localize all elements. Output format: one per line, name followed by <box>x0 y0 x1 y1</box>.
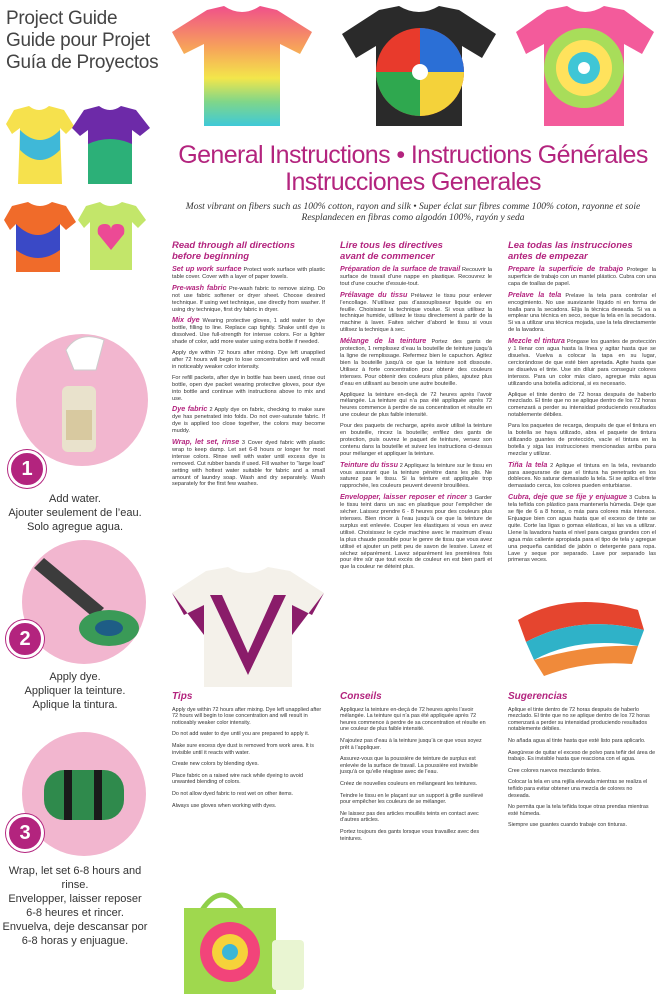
step-1-caption <box>0 492 150 534</box>
tip-fr-item: N’ajoutez pas d’eau à la teinture jusqu’à ce que vous soyez prêt à l’appliquer. <box>340 737 482 751</box>
tote-bag-image <box>172 880 312 998</box>
tip-es-item: Aplique el tinte dentro de 72 horas después de haberlo mezclado. El tinte que no se aplique dentro de los 72 horas comenzará a perder su intensidad produciendo resultados notablemente débiles. <box>508 706 650 733</box>
step-2-fr: Appliquer la teinture. <box>24 685 126 697</box>
step-3-en: Wrap, let set 6-8 hours and rinse. <box>8 865 142 891</box>
fr-step-wrap: Envelopper, laisser reposer et rincer 3 Garder le tissu teint dans un sac en plastique pour l’empêcher de sécher. Laissez prendre 6 - 8 heures pour des couleurs plus intenses. Bien rincer à l’eau jusqu’à ce que la teinture de surplus est enlevée. Couper les élastiques si vous en avez utilisé. Choisissez le cycle machine avec le maximum d’eau la plus chaude possible pour le genre de tissu que vous avez utilisé et ajouter un petit peu de savon de lessive. Lavez et séchez séparément. Lavez séparément les premières fois pour être sûr que tout excès de couleur en est bien parti et que la couleur ne déteint plus. <box>340 492 492 571</box>
es-step-setup: Prepare la superficie de trabajo Proteger la superficie de trabajo con un mantel plástico. Cubra con una capa de toallas de papel. <box>508 264 656 287</box>
fr-step-mix-note: Appliquez la teinture en-deçà de 72 heures après l’avoir mélangée. La teinture qui n’a pas été appliquée après 72 heures commence à perdre de sa concentration et résulte en une couleur de plus faible intensité. <box>340 391 492 419</box>
gradient-shirt-image <box>162 2 322 130</box>
en-step-setup: Set up work surface Protect work surface with plastic table cover. Cover with a layer of paper towels. <box>172 264 325 280</box>
fr-step-prewash: Prélavage du tissu Prélavez le tissu pour enlever l’encollage. N’utilisez pas d’assouplisseur liquide ou en feuille. Choisissez la technique voulue. Si vous utilisez la technique humide, utilisez le tissu directement à partir de la machine à laver. Faites sécher d’abord le tissu si vous utilisez la technique à sec. <box>340 289 492 334</box>
tips-es <box>508 691 656 834</box>
step-2-es: Aplique la tintura. <box>32 699 118 711</box>
project-guide-title <box>6 8 166 74</box>
es-heading: Lea todas las instrucciones antes de empezar <box>508 240 633 262</box>
es-step-mix-note: Aplique el tinte dentro de 72 horas después de haberlo mezclado. El tinte que no se aplique dentro de los 72 horas comenzará a perder su intensidad produciendo resultados notablemente débiles. <box>508 391 656 419</box>
tip-en-item: Create new colors by blending dyes. <box>172 761 259 768</box>
en-step-mix-note: Apply dye within 72 hours after mixing. Dye left unapplied after 72 hours will begin to lose concentration and will result in noticeably weaker color intensity. <box>172 350 325 370</box>
step-1-en: Add water. <box>49 493 101 505</box>
tip-es-item: No añada agua al tinte hasta que esté listo para aplicarlo. <box>508 737 646 744</box>
step-2-caption <box>0 670 150 712</box>
en-step-mix: Mix dye Wearing protective gloves, 1 add water to dye bottle, filling to line. Replace cap tightly. Shake until dye is dissolved. Use full-strength for intense colors. For a lighter shade of color, add more water using extra bottle if needed. <box>172 315 325 346</box>
tip-es-item: Asegúrese de quitar el exceso de polvo para teñir del área de trabajo. Es invisible hasta que reacciona con el agua. <box>508 749 656 763</box>
tips-es-heading: Sugerencias <box>508 691 568 702</box>
tip-en-item: Place fabric on a raised wire rack while dyeing to avoid unwanted blending of colors. <box>172 772 303 786</box>
step-2-en: Apply dye. <box>49 671 101 683</box>
en-step-refill: For refill packets, after dye in bottle has been used, rinse out bottle, open dye packet wearing protective gloves, pour dye into bottle and continue with instructions above to mix and use. <box>172 374 325 402</box>
project-guide-fr: Guide pour Projet <box>6 30 150 51</box>
main-title <box>168 142 658 196</box>
step-2-badge: 2 <box>6 620 44 658</box>
spanish-instructions <box>508 240 656 568</box>
scarf-image <box>508 580 656 686</box>
step-1-fr: Ajouter seulement de l’eau. <box>8 507 142 519</box>
es-step-wrap: Cubra, deje que se fije y enjuague 3 Cubra la tela teñida con plástico para mantenerla húmeda. Deje que se fije de 6 a 8 horas, o más para colores más intensos. Enjuague bien con agua hasta que el exceso de tinte se quite. Corte las ligas o gomas elásticas, si las va a utilizar. Llene la lavadora hasta el nivel para cargas grandes con el agua más caliente apropiada para el tipo de tela y agregue una pequeña cantidad de jabón o detergente para ropa. Lave y seque por separado. Lave por separado las primeras veces. <box>508 492 656 564</box>
tip-fr-item: Portez toujours des gants lorsque vous travaillez avec des teintures. <box>340 828 480 842</box>
tip-fr-item: Appliquez la teinture en-deçà de 72 heures après l’avoir mélangée. La teinture qui n’a pas été appliquée après 72 heures commence à perdre de sa concentration et résulte en une couleur de plus faible intensité. <box>340 706 486 733</box>
tip-es-item: Cree colores nuevos mezclando tintes. <box>508 767 601 774</box>
tip-en-item: Do not allow dyed fabric to rest wet on other items. <box>172 790 294 797</box>
step-3-caption <box>0 864 150 948</box>
tip-es-item: Siempre use guantes cuando trabaje con tinturas. <box>508 822 627 829</box>
sample-shirts-image <box>4 100 154 276</box>
step-1-es: Solo agregue agua. <box>26 521 124 533</box>
fr-step-mix: Mélange de la teinture Portez des gants de protection, 1 remplissez d’eau la bouteille de teinture jusqu’à la ligne de remplissage. Refermez bien le capuchon. Agitez bien la bouteille jusqu’à ce que la teinture soit dissoute. Utilisez à forte concentration pour obtenir des couleurs intenses. Pour obtenir des couleurs plus pâles, ajoutez plus d’eau en utilisant au besoin une autre bouteille. <box>340 336 492 387</box>
step-3-fr1: Envelopper, laisser reposer <box>8 893 142 905</box>
tip-es-item: No permita que la tela teñida toque otras prendas mientras esté húmeda. <box>508 804 649 817</box>
step-3-fr2: 6-8 heures et rincer. <box>26 907 124 919</box>
project-guide-en: Project Guide <box>6 8 118 29</box>
tip-fr-item: Assurez-vous que la poussière de teinture de surplus est enlevée de la surface de travail. La poussière est invisible jusqu’à ce qu’elle réagisse avec de l’eau. <box>340 756 478 776</box>
v-pattern-shirt-image <box>170 565 326 691</box>
fr-step-dye: Teinture du tissu 2 Appliquez la teinture sur le tissu en vous assurant que la teinture pénètre dans les plis. Ne saturez pas le tissu. Si la teinture est appliquée trop rapprochée, les couleurs peuvent devenir brouillées. <box>340 459 493 490</box>
tip-en-item: Always use gloves when working with dyes. <box>172 802 277 809</box>
fr-heading: Lire tous les directives avant de commencer <box>340 240 443 262</box>
tip-fr-item: Teindre le tissu en le plaçant sur un support à grille surélevé pour empêcher les couleurs de se mélanger. <box>340 792 484 806</box>
en-step-dye: Dye fabric 2 Apply dye on fabric, checking to make sure dye has penetrated into folds. Do not over-saturate fabric. If dye is applied too close together, the colors may become muddy. <box>172 404 325 435</box>
step-3-es2: 6-8 horas y enjuague. <box>21 935 129 947</box>
tip-en-item: Apply dye within 72 hours after mixing. Dye left unapplied after 72 hours will begin to lose concentration and will result in noticeably weaker color intensity. <box>172 706 322 726</box>
burst-shirt-image <box>512 2 659 130</box>
step-3-badge: 3 <box>6 814 44 852</box>
tip-en-item: Do not add water to dye until you are prepared to apply it. <box>172 731 310 738</box>
tips-en <box>172 691 325 814</box>
tip-en-item: Make sure excess dye dust is removed from work area. It is invisible until it reacts with water. <box>172 742 315 756</box>
english-instructions <box>172 240 325 492</box>
add-water-image <box>4 330 154 470</box>
step-1-badge: 1 <box>8 450 46 488</box>
spiral-shirt-image <box>334 2 504 130</box>
title-line2: Instrucciones Generales <box>285 168 541 196</box>
step-3-es1: Envuelva, deje descansar por <box>2 921 148 933</box>
french-instructions <box>340 240 492 575</box>
title-line1: General Instructions • Instructions Générales <box>178 141 648 169</box>
es-step-prewash: Prelave la tela Prelave la tela para controlar el encogimiento. No use suavizante líquido ni en forma de toalla para la secadora. Elija la técnica deseada. Si va a emplear una técnica en seco, seque la tela en la secadora. Si va a utilizar una técnica mojada, use la tela directamente de la lavadora. <box>508 289 656 334</box>
es-step-refill: Para los paquetes de recarga, después de que el tintura en la botella se haya utilizado, abra el paquete de tintura utilizando guantes de protección, vacíe el tintura en la botella y siga las instrucciones mencionadas arriba para mezclar y utilizar. <box>508 423 656 457</box>
tip-fr-item: Créez de nouvelles couleurs en mélangeant les teintures. <box>340 780 478 787</box>
tips-en-heading: Tips <box>172 691 193 702</box>
es-step-dye: Tiña la tela 2 Aplique el tintura en la tela, revisando para asegurarse de que el tintura ha penetrado en los dobleces. No saturar demasiado la tela. Si se aplica el tinte demasiado cerca, los colores pueden enturbiarse. <box>508 459 656 490</box>
tip-es-item: Colocar la tela en una rejilla elevada mientras se realiza el teñido para evitar obtener una mezcla de colores no deseada. <box>508 779 648 799</box>
en-step-prewash: Pre-wash fabric Pre-wash fabric to remove sizing. Do not use fabric softener or dryer sheet. Choose desired technique. If using wet technique, use directly from washer. If using dry technique, first dry fabric in dryer. <box>172 282 325 313</box>
en-heading: Read through all directions before beginning <box>172 240 295 262</box>
en-step-wrap: Wrap, let set, rinse 3 Cover dyed fabric with plastic wrap to keep damp. Let set 6-8 hours or longer for most intense colors. Rinse well with water until excess dye is removed. Cut rubber bands if used. Fill washer to “large load” setting with hottest water suitable for fabric and a small amount of laundry soap. Wash and dry separately. Wash separately for the first few washes. <box>172 437 326 488</box>
project-guide-es: Guía de Proyectos <box>6 52 159 73</box>
subtitle-line1: Most vibrant on fibers such as 100% cotton, rayon and silk • Super éclat sur fibres comme 100% coton, rayonne et soie <box>185 202 641 212</box>
subtitle-line2: Resplandecen en fibras como algodón 100%, rayón y seda <box>301 213 525 223</box>
tip-fr-item: Ne laissez pas des articles mouillés teints en contact avec d’autres articles. <box>340 810 479 824</box>
subtitle <box>168 202 658 224</box>
fr-step-setup: Préparation de la surface de travail Recouvrir la surface de travail d’une nappe en plastique. Recouvrez le tout d’une couche d’essuie-tout. <box>340 264 492 287</box>
es-step-mix: Mezcle el tintura Póngase los guantes de protección y 1 llenar con agua hasta la línea y agitar hasta que se disuelva. Vuelva a colocar la tapa en su lugar, cerciorándose de que esté bien apretada. Agite hasta que se disuelva el tinte. Use sin diluir para conseguir colores intensos. Para un color más claro, agregue más agua utilizando una botella adicional, si es necesario. <box>508 336 656 387</box>
tips-fr <box>340 691 492 847</box>
tips-fr-heading: Conseils <box>340 691 382 702</box>
fr-step-refill: Pour des paquets de recharge, après avoir utilisé la teinture en bouteille, rincez la bouteille; enfilez des gants de protection, puis ouvrez le paquet de teinture, versez son contenu dans la bouteille et suivez les instructions ci-dessus pour mélanger et appliquer la teinture. <box>340 423 492 457</box>
